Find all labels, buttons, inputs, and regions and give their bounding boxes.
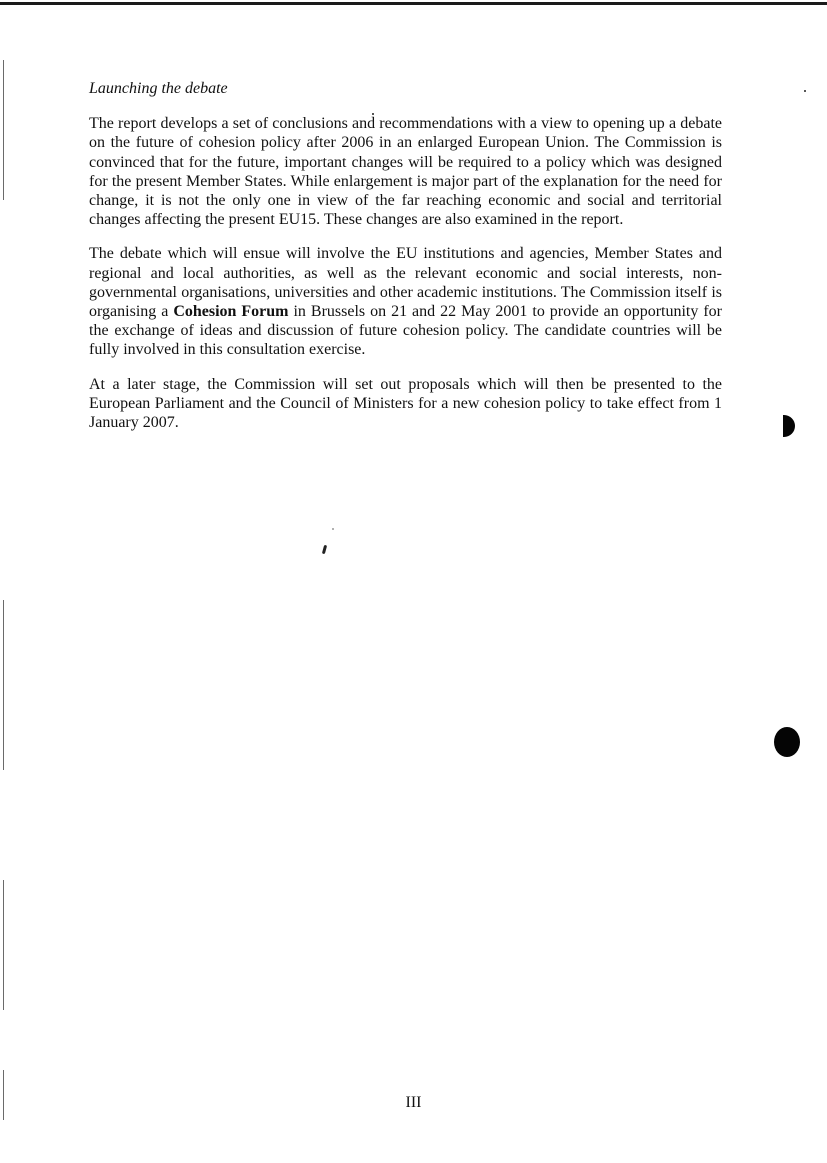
paragraph-proposals: At a later stage, the Commission will set out proposals which will then be presented to the European Parliament and the Council of Ministers for a new cohesion policy to take effect from 1 January 2007.: [89, 375, 722, 432]
paragraph-debate-text-start: The debate which will ensue will involve the EU institutions and agencies, Member States and regional and local authorities, as well as the relevant economic and social interests, non-governmental organisations, universities and other academic institutions. The Commission itself is organising a: [89, 245, 722, 321]
scan-left-edge-mark: [3, 880, 4, 1010]
section-heading: Launching the debate: [89, 80, 228, 97]
punch-hole-mark: [774, 727, 800, 757]
paragraph-debate-text-end: in Brussels on 21 and 22 May 2001 to provide an opportunity for the exchange of ideas and discussion of future cohesion policy. The candidate countries will be fully involved in this consultation exercise.: [89, 303, 723, 359]
scan-speck: [332, 528, 334, 530]
document-body: [89, 79, 722, 447]
scan-left-edge-mark: [3, 600, 4, 770]
cohesion-forum-emphasis: Cohesion Forum: [173, 303, 289, 321]
paragraph-conclusions: The report develops a set of conclusions and recommendations with a view to opening up a debate on the future of cohesion policy after 2006 in an enlarged European Union. The Commission is convinced that for the future, important changes will be required to a policy which was designed for the present Member States. While enlargement is major part of the explanation for the need for change, it is not the only one in view of the far reaching economic and social and territorial changes affecting the present EU15. These changes are also examined in the report.: [89, 115, 722, 229]
scan-speck: [372, 113, 374, 115]
page-number: III: [405, 1094, 422, 1111]
scan-speck: [322, 545, 327, 554]
scan-top-border: [0, 2, 827, 5]
scan-speck: [804, 90, 806, 92]
scan-left-edge-mark: [3, 60, 4, 200]
punch-hole-mark: [783, 415, 795, 437]
paragraph-debate: [89, 244, 722, 359]
